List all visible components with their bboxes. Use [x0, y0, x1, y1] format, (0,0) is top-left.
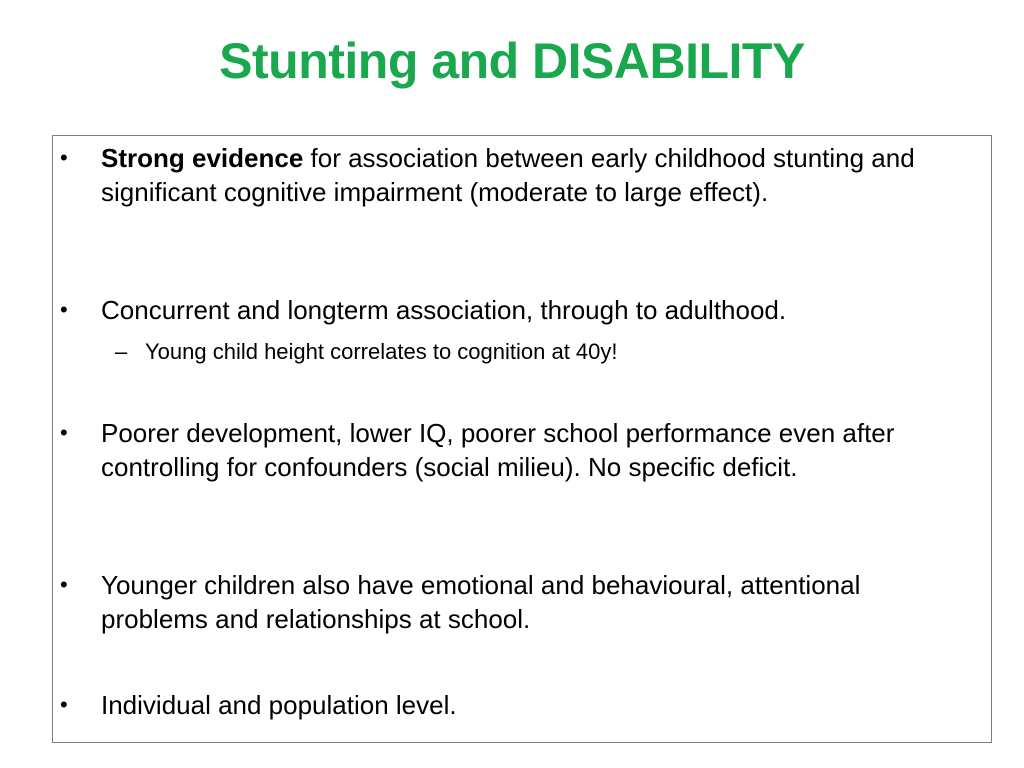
bullet-item	[53, 688, 978, 722]
bullet-text: Poorer development, lower IQ, poorer school performance even after controlling for confounders (social milieu). No specific deficit.	[101, 418, 895, 482]
bullet-item	[53, 568, 978, 636]
bullet-marker: •	[60, 420, 68, 445]
bullet-item	[53, 293, 978, 327]
sub-bullet-text: Young child height correlates to cognition at 40y!	[145, 339, 618, 364]
content-box	[52, 135, 992, 743]
slide-title: Stunting and DISABILITY	[219, 33, 805, 89]
bullet-body: for association between early childhood stunting and significant cognitive impairment (moderate to large effect).	[101, 143, 915, 207]
bullet-bold-lead: Strong evidence	[101, 143, 304, 173]
bullet-item	[53, 416, 978, 484]
sub-bullet-marker: –	[115, 339, 128, 364]
bullet-marker: •	[60, 572, 68, 597]
bullet-text: Individual and population level.	[101, 690, 457, 720]
bullet-text: Younger children also have emotional and behavioural, attentional problems and relationships at school.	[101, 570, 861, 634]
bullet-marker: •	[60, 692, 68, 717]
bullet-item	[53, 141, 978, 209]
bullet-marker: •	[60, 145, 68, 170]
bullet-text	[101, 141, 969, 209]
bullet-text: Concurrent and longterm association, through to adulthood.	[101, 295, 787, 325]
bullet-marker: •	[60, 297, 68, 322]
sub-bullet-item	[53, 337, 978, 367]
